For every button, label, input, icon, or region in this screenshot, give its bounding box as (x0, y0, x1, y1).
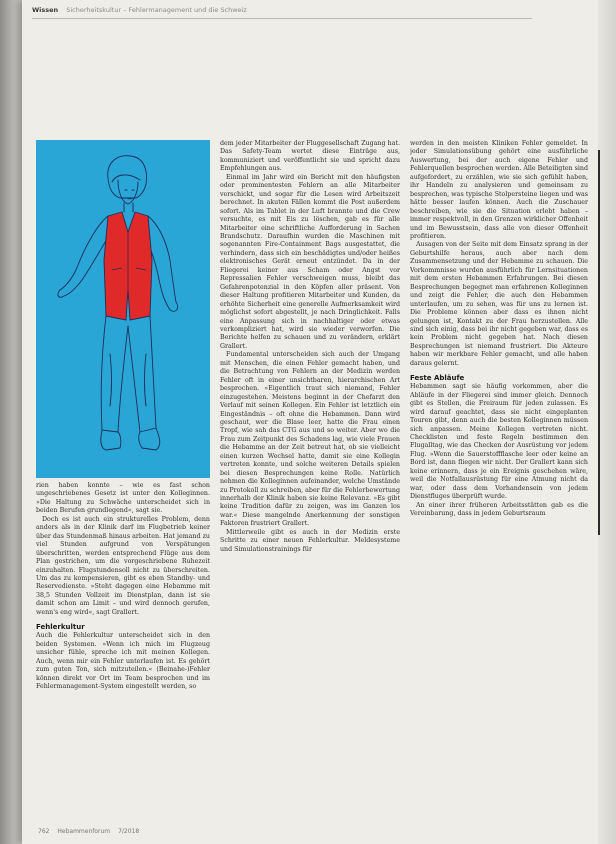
issue-number: 7/2018 (118, 828, 140, 835)
column-3-paragraph: Hebammen sagt sie häufig vorkommen, aber die Abläufe in der Fliegerei sind immer gleich. Dennoch gibt es Stellen, die Freiraum für jeden zulassen. Es wird darauf geachtet, dass sie nicht eingeplanten Touren gibt, denn auch die besten Kolleginnen müssen sich anpassen. Meine Kollegen vertreten nicht. Checklisten und feste Regeln bestimmen den Flugalltag, wie das Checken der Ausrüstung vor jedem Flug. »Wenn die Sauerstoffflasche leer oder keine an Bord ist, dann fliegen wir nicht. Der Grallert kann sich keine erinnern, dass je ein Ereignis geschehen wäre, weil die Notfallausrüstung für eine Atmung nicht da war, oder dass dem Vorhandensein von jedem Dienstfluges überprüft wurde. (410, 383, 588, 501)
header-section: Wissen (32, 6, 59, 14)
running-header (32, 6, 532, 20)
binding-shadow (0, 0, 22, 844)
column-1-paragraph: Auch die Fehlerkultur unterscheidet sich in den beiden Systemen. »Wenn ich mich im Flugzeug unsicher fühle, spreche ich mit meinen Kollegen. Auch, wenn mir ein Fehler unterlaufen ist. Es gehört zum guten Ton, sich mitzuteilen.« (Beinahe-)Fehler können direkt vor Ort im Team besprochen und im Fehlermanagement-System eingestellt werden, so (36, 632, 210, 690)
header-rule (32, 18, 532, 19)
page-footer (38, 828, 145, 835)
next-page-edge (598, 0, 616, 844)
column-2-paragraph: Einmal im Jahr wird ein Bericht mit den häufigsten oder prominentesten Fehlern an alle Mitarbeiter verschickt, und sogar für die Lesen wird Arbeitszeit berechnet. In akuten Fällen kommt die Post außerdem sofort. Als im Tablet in der Luft brannte und die Crew versuchte, es mit Eis zu löschen, gab es für alle Mitarbeiter eine schriftliche Aufforderung in Sachen Brandschutz. Daraufhin wurden die Maschinen mit sogenannten Fire-Containment Bags ausgestattet, die verhindern, dass sich ein beschädigtes und/oder heißes elektronisches Gerät erneut entzündet. Da in der Fliegerei keiner aus Scham oder Angst vor Repressalien Fehler verschweigen muss, bleibt das Gefahrenpotenzial in den Köpfen aller präsent. Von dieser Haltung profitieren Mitarbeiter und Kunden, da erhöhte Sicherheit eine generelle Aufmerksamkeit wird möglichst sofort abgestellt, je nach Dringlichkeit. Falls eine Anpassung sich in nachhaltiger oder etwas verkompliziert hat, wird sie wieder verworfen. Die Berichte helfen zu schauen und zu verändern, erklärt Grallert. (220, 173, 400, 350)
column-1-paragraph: rien haben konnte – wie es fast schon ungeschriebenes Gesetz ist unter den Kolleginnen. »Die Haltung zu Schwäche unterscheidet sich in beiden Berufen grundlegend«, sagt sie. (36, 482, 210, 515)
column-1-paragraph: Doch es ist auch ein strukturelles Problem, denn anders als in der Klinik darf im Flugbetrieb keiner über das Stundenmaß hinaus arbeiten. Hat jemand zu viel Stunden aufgrund von Verspätungen überschritten, werden entsprechend Flüge aus dem Plan gestrichen, um die vorgeschriebene Ruhezeit einzuhalten. Flugstundensoll nicht zu überschreiten. Um das zu kompensieren, gibt es eben Standby- und Reservedienste. »Steht dagegen eine Hebamme mit 38,5 Stunden Vollzeit im Dienstplan, dann ist sie damit schon am Limit – und wird dennoch gerufen, wenn's eng wird«, sagt Grallert. (36, 515, 210, 616)
article-illustration (36, 140, 210, 478)
margin-bar (598, 150, 600, 535)
column-3-paragraph: werden in den meisten Kliniken Fehler gemeldet. In jeder Simulationsübung gehört eine ausführliche Auswertung, bei der auch eigene Fehler und Fehlerquellen besprochen werden. Alle Beteiligten sind aufgefordert, zu erzählen, wie sie sich gefühlt haben, ihr Handeln zu analysieren und gemeinsam zu besprechen, was typische Stolpersteine liegen und was hätte besser laufen können. Auch die Zuschauer beschreiben, wie sie die Situation erlebt haben – immer respektvoll, in den Grenzen wirklicher Offenheit und im Bewusstsein, dass alle von dieser Offenheit profitieren. (410, 140, 588, 240)
header-subtitle: Sicherheitskultur – Fehlermanagement und die Schweiz (66, 6, 247, 14)
page-number: 762 (38, 828, 50, 835)
woman-in-red-vest-icon (36, 140, 210, 478)
journal-name: Hebammenforum (57, 828, 111, 835)
column-2-paragraph: dem jeder Mitarbeiter der Fluggesellschaft Zugang hat. Das Safety-Team wertet diese Einträge aus, kommuniziert und veröffentlicht sie und spricht dazu Empfehlungen aus. (220, 140, 400, 173)
column-3-paragraph: An einer ihrer früheren Arbeitsstätten gab es die Vereinbarung, dass in jedem Geburtsraum (410, 501, 588, 518)
subheading-fehlerkultur: Fehlerkultur (36, 623, 85, 632)
column-2 (220, 140, 400, 844)
column-3 (410, 140, 588, 844)
column-2-paragraph: Fundamental unterscheiden sich auch der Umgang mit Menschen, die einen Fehler gemacht haben, und die Betrachtung von Fehlern an der Medizin werden Fehler oft in einer unsichtbaren, hierarchischen Art besprochen. »Eigentlich traut sich niemand, Fehler einzugestehen. Meistens beginnt in der Chefarzt den Verlauf mit seinen Kollegen. Ein Fehler ist letztlich ein Eingeständnis – oft ohne die Hebammen. Dann wird geschaut, wer die Blase leer, hatte die Frau einen Tropf, wie sah das CTG aus und so weiter. Aber wo die Frau zum Zeitpunkt des Schadens lag, wie viele Frauen die Hebamme an der Zeit betreut hat, ob sie vielleicht einen kurzen Wechsel hatte, damit sie eine Kollegin vertreten konnte, und solche weiteren Details spielen bei diesen Besprechungen keine Rolle. Natürlich nehmen die Kolleginnen aufeinander, welche Umstände zu Protokoll zu schreiben, aber für die Fehlerbewertung innerhalb der Klinik haben sie keine Relevanz. »Es gibt keine Tradition dafür zu zeigen, was im Ganzen los war.« Diese mangelnde Anerkennung der sonstigen Faktoren frustriert Grallert. (220, 351, 400, 528)
subheading-feste-ablaeufe: Feste Abläufe (410, 374, 465, 383)
column-3-paragraph: Ausagen von der Seite mit dem Einsatz sprang in der Geburtshilfe heraus, auch aber nach dem Zusammensetzung und der Hebamme zu schauen. Die Vorkommnisse wurden ausführlich für Lernsituationen mit dem ersten Hebammen Erfahrungen. Bei diesen Besprechungen begegnet man erfahrenen Kolleginnen und zeigt die Fehler, die auch den Hebammen unterlaufen, um zu sehen, was für uns zu lernen ist. Die Probleme können aber dass es ihnen nicht gelungen ist, Kontakt zu der Frau herzustellen. Alle sind sich einig, dass bei ihr nicht gegeben war, dass es kein Problem nicht gegeben hat. Nach diesen Besprechungen ist niemand frustriert. Die Akteure haben wir merkbare Fehler gemacht, und alle haben daraus gelernt. (410, 241, 588, 367)
column-2-paragraph: Mittlerweile gibt es auch in der Medizin erste Schritte zu einer neuen Fehlerkultur. Meldesysteme und Simulationstrainings für (220, 528, 400, 553)
column-1 (36, 482, 210, 837)
